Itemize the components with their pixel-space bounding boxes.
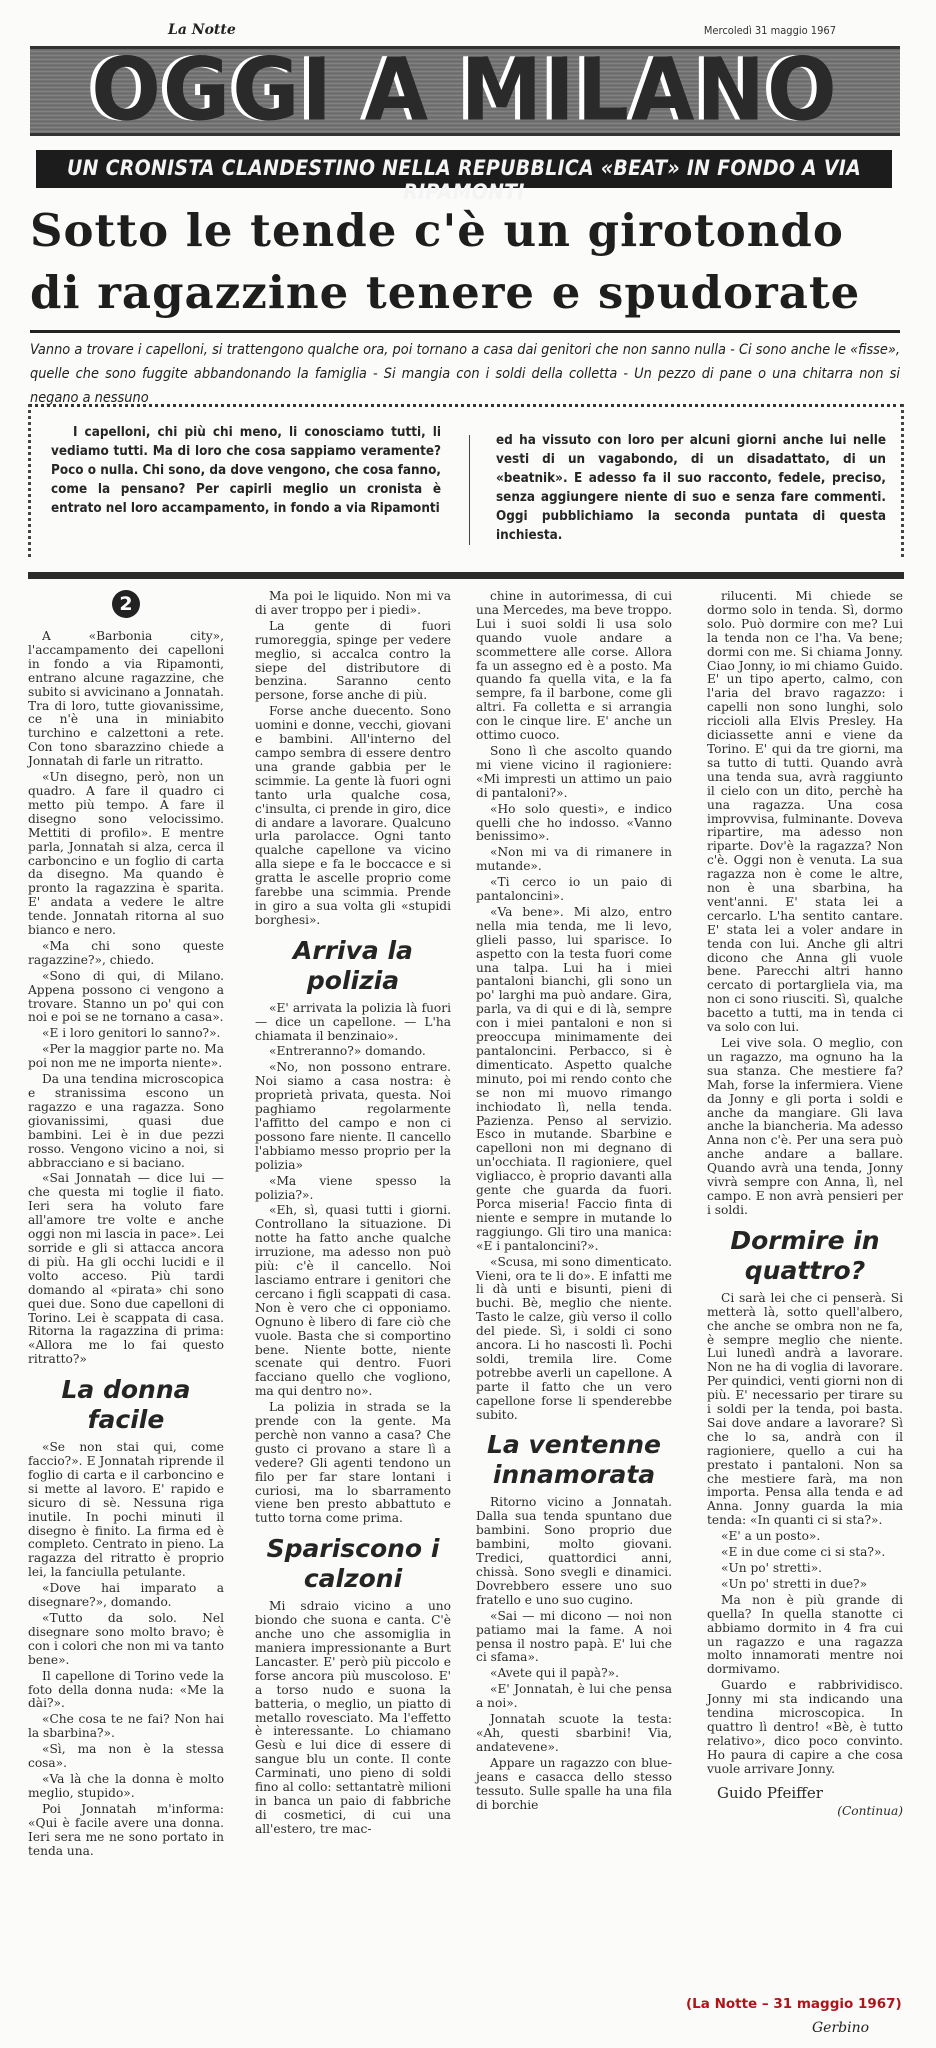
paragraph: «Un po' stretti».	[721, 1561, 823, 1575]
article-column-4	[707, 590, 903, 1818]
deck-summary: Vanno a trovare i capelloni, si trattengono qualche ora, poi tornano a casa dai genitori che non sanno nulla - Ci sono anche le «fisse», quelle che sono fuggite abbandonando la famiglia - Si mangia con i soldi della colletta - Un pezzo di pane o una chitarra non si negano a nessuno	[30, 342, 900, 406]
paragraph: «Per la maggior parte no. Ma poi non me ne importa niente».	[28, 1042, 224, 1071]
subhead-dormire-in-quattro: Dormire in quattro?	[730, 1225, 880, 1285]
paragraph: Mi sdraio vicino a uno biondo che suona e canta. C'è anche uno che assomiglia in maniera impressionante a Burt Lancaster. E' però più piccolo e forse ancora più muscoloso. E' a torso nudo e suona la batteria, o meglio, un piatto di metallo rovesciato. Ma l'effetto è interessante. Lo chiamano Gesù e lui dice di essere di sangue blu un conte. Il conte Carminati, uno pieno di soldi fino al collo: settantatrè milioni in banca un paio di fabbriche di cosmetici, di cui una all'estero, tre mac-	[255, 1599, 451, 1836]
paragraph: chine in autorimessa, di cui una Mercedes, ma beve troppo. Lui i suoi soldi li usa solo quando vuole andare a scommettere alle corse. Allora fa un assegno ed è a posto. Ma quando fa quella vita, e la fa sempre, fa il barbone, come gli altri. Fa colletta e si arrangia con le cinque lire. E' anche un ottimo cuoco.	[476, 589, 672, 743]
col4-body-a	[707, 590, 903, 1218]
author-signature: Guido Pfeiffer	[717, 1783, 823, 1802]
paragraph: «E' a un posto».	[721, 1529, 821, 1544]
paragraph: A «Barbonia city», l'accampamento dei capelloni in fondo a via Ripamonti, entrano alcune ragazzine, che subito si avvicinano a Jonnatah. Tra di loro, tutte giovanissime, ce n'è una in miniabito turchino e calzettoni a rete. Con tono sbarazzino chiede a Jonnatah di farle un ritratto.	[28, 629, 224, 769]
paragraph: «Va bene». Mi alzo, entro nella mia tenda, me li levo, glieli passo, lui sparisce. Io aspetto con la testa fuori come una talpa. Lui ha i miei pantaloni bianchi, gli sono un po' larghi ma può andare. Gira, parla, va di qui e di là, sempre con i miei pantaloni e non si preoccupa minimamente dei pantaloncini. Perbacco, si è dimenticato. Aspetto qualche minuto, poi mi rendo conto che se non mi muovo rimango inchiodato lì, nella tenda. Pazienza. Penso al servizio. Esco in mutande. Sbarbine e capelloni non mi degnano di un'occhiata. Il ragioniere, quel vigliacco, è proprio davanti alla gente che guarda da fuori. Porca miseria! Faccio finta di niente e sempre in mutande lo raggiungo. Gli tiro una manica: «E i pantaloncini?».	[476, 904, 672, 1253]
col1-body-a	[28, 630, 224, 1367]
paragraph: «Ma chi sono queste ragazzine?», chiedo.	[28, 938, 224, 967]
paragraph: «Che cosa te ne fai? Non hai la sbarbina?».	[28, 1712, 224, 1741]
col3-body-b	[476, 1496, 672, 1812]
paragraph: «Ho solo questi», e indico quelli che ho indosso. «Vanno benissimo».	[476, 801, 672, 844]
headline-rule	[30, 330, 900, 333]
installment-badge: 2	[112, 590, 140, 618]
paragraph: La polizia in strada se la prende con la gente. Ma perchè non vanno a casa? Che gusto ci provano a stare lì a vedere? Gli agenti tendono un filo per far stare lontani i curiosi, ma lo sbarramento viene ben presto abbattuto e tutto torna come prima.	[255, 1400, 451, 1526]
headline-line-2: di ragazzine tenere e spudorate	[30, 266, 861, 319]
paragraph: «Dove hai imparato a disegnare?», domando.	[28, 1581, 224, 1610]
paper-name: La Notte	[168, 22, 236, 38]
section-rule	[28, 572, 904, 579]
paragraph: «Eh, sì, quasi tutti i giorni. Controllano la situazione. Di notte ha fatto anche qualche irruzione, ma adesso non può più: c'è il cancello. Noi lasciamo entrare i genitori che cercano i figli scappati di casa. Non è vero che ci opponiamo. Ognuno è libero di fare ciò che vuole. Basta che si comportino bene. Niente botte, niente scenate qui dentro. Fuori facciano quello che vogliono, ma qui dentro no».	[255, 1203, 451, 1399]
paragraph: «Va là che la donna è molto meglio, stupido».	[28, 1771, 224, 1800]
intro-right: ed ha vissuto con loro per alcuni giorni anche lui nelle vesti di un vagabondo, di un disadattato, di un «beatnik». E adesso fa il suo racconto, fedele, preciso, senza aggiungere niente di suo e senza fare commenti. Oggi pubblichiamo la seconda puntata di questa inchiesta.	[496, 433, 886, 543]
col2-body-b	[255, 1002, 451, 1527]
paragraph: Il capellone di Torino vede la foto della donna nuda: «Me la dài?».	[28, 1668, 224, 1711]
kicker-bar	[36, 150, 892, 204]
paragraph: Guardo e rabbrividisco. Jonny mi sta indicando una tendina microscopica. In quattro lì dentro! «Bè, è tutto relativo», dico poco convinto. Ho paura di capire a che cosa vuole arrivare Jonny.	[707, 1678, 903, 1776]
continued-note: (Continua)	[837, 1803, 903, 1818]
paragraph: Ma non è più grande di quella? In quella stanotte ci abbiamo dormito in 4 fra cui un ragazzo e una ragazza molto innamorati mentre noi dormivamo.	[707, 1592, 903, 1677]
headline-line-1: Sotto le tende c'è un girotondo	[30, 204, 844, 257]
paragraph: Poi Jonnatah m'informa: «Qui è facile avere una donna. Ieri sera me ne sono portato in tenda una.	[28, 1801, 224, 1858]
intro-left: I capelloni, chi più chi meno, li conosciamo tutti, li vediamo tutti. Ma di loro che cosa sappiamo veramente? Poco o nulla. Chi sono, da dove vengono, che cosa fanno, come la pensano? Per capirli meglio un cronista è entrato nel loro accampamento, in fondo a via Ripamonti	[51, 425, 441, 516]
paper-date: Mercoledì 31 maggio 1967	[703, 24, 836, 37]
col2-body-a	[255, 590, 451, 928]
section-banner	[30, 46, 900, 136]
paragraph: Jonnatah scuote la testa: «Ah, questi sbarbini! Via, andatevene».	[476, 1712, 672, 1754]
paragraph: «Sono di qui, di Milano. Appena possono ci vengono a trovare. Stanno un po' qui con noi e poi se ne tornano a casa».	[28, 968, 224, 1025]
paragraph: «Un disegno, però, non un quadro. A fare il quadro ci metto più tempo. A fare il disegno sono velocissimo. Mettiti di profilo». E mentre parla, Jonnatah si alza, cerca il carboncino e un foglio di carta da disegno. Ma quando è pronto la ragazzina è sparita. E' andata a vedere le altre tende. Jonnatah ritorna al suo bianco e nero.	[28, 770, 224, 938]
col4-body-b	[707, 1292, 903, 1777]
article-column-2	[255, 590, 451, 1839]
intro-divider	[469, 435, 470, 545]
paragraph: Ma poi le liquido. Non mi va di aver troppo per i piedi».	[255, 589, 451, 617]
paragraph: Ci sarà lei che ci penserà. Si metterà là, sotto quell'albero, che anche se ombra non ne fa, è sempre meglio che niente. Lui lunedì andrà a lavorare. Non ne ha di voglia di lavorare. Per quindici, venti giorni non di più. E' necessario per tirare su i soldi per la tenda, poi basta. Sai dove andare a lavorare? Sì che lo sa, andrà con il ragioniere, quello a cui ha prestato i pantaloni. Non sa che mestiere farà, ma non importa. Pensa alla tenda e ad Anna. Jonny guarda la mia tenda: «In quanti ci si sta?».	[707, 1290, 903, 1528]
paragraph: «E' Jonnatah, è lui che pensa a noi».	[476, 1682, 672, 1711]
col1-body-b	[28, 1441, 224, 1858]
paragraph: «Un po' stretti in due?»	[721, 1576, 868, 1591]
article-column-1	[28, 590, 224, 1860]
paragraph: «Entreranno?» domando.	[269, 1044, 426, 1059]
paragraph: «No, non possono entrare. Noi siamo a casa nostra: è proprietà privata, questa. Noi paghiamo regolarmente l'affitto del campo e non ci possono fare niente. Il cancello l'abbiamo messo proprio per la polizia»	[255, 1060, 451, 1172]
paragraph: «Sì, ma non è la stessa cosa».	[28, 1742, 224, 1771]
intro-box	[28, 404, 904, 557]
paragraph: «E' arrivata la polizia là fuori — dice un capellone. — L'ha chiamata il benzinaio».	[255, 1000, 451, 1043]
col2-body-c	[255, 1600, 451, 1836]
paragraph: «Avete qui il papà?».	[490, 1666, 619, 1681]
kicker-text: UN CRONISTA CLANDESTINO NELLA REPUBBLICA «BEAT» IN FONDO A VIA RIPAMONTI	[66, 156, 862, 204]
paragraph: «Non mi va di rimanere in mutande».	[476, 845, 672, 874]
paragraph: «Se non stai qui, come faccio?». E Jonnatah riprende il foglio di carta e il carboncino e si mette al lavoro. E' rapido e sicuro di sè. Nessuna riga inutile. In pochi minuti il disegno è finito. La firma ed è completo. Centrato in pieno. La ragazza del ritratto è proprio lei, la fanciulla petulante.	[28, 1440, 224, 1580]
col3-body-a	[476, 590, 672, 1422]
section-title: OGGI A MILANO	[91, 46, 839, 136]
paragraph: Sono lì che ascolto quando mi viene vicino il ragioniere: «Mi impresti un attimo un paio di pantaloni?».	[476, 743, 672, 800]
source-caption: (La Notte – 31 maggio 1967)	[686, 1996, 902, 2012]
paragraph: «Sai — mi dicono — noi non patiamo mai la fame. A noi pensa il nostro papà. E' lui che ci sfama».	[476, 1608, 672, 1665]
paragraph: «E in due come ci si sta?».	[721, 1545, 886, 1560]
paragraph: Appare un ragazzo con blue-jeans e casacca dello stesso tessuto. Sulle spalle ha una fila di borchie	[476, 1755, 672, 1812]
masthead-top	[168, 22, 836, 40]
article-column-3	[476, 590, 672, 1814]
paragraph: «Sai Jonnatah — dice lui — che questa mi toglie il fiato. Ieri sera ha voluto fare all'amore tre volte e anche oggi non mi lascia in pace». Lei sorride e gli si attacca ancora di più. Ha gli occhi lucidi e il volto acceso. Più tardi domando al «pirata» chi sono quei due. Sono due capelloni di Torino. Lei è scappata di casa. Ritorna la ragazzina di prima: «Allora me lo fai questo ritratto?»	[28, 1171, 224, 1367]
paragraph: «Scusa, mi sono dimenticato. Vieni, ora te li do». E infatti me li dà unti e bisunti, pieni di buchi. Bè, meglio che niente. Tasto le calze, giù verso il collo del piede. Sì, i soldi ci sono ancora. Li ho nascosti lì. Pochi soldi, tremila lire. Come potrebbe averli un capellone. A parte il fatto che un vero capellone forse li spenderebbe subito.	[476, 1254, 672, 1422]
headline	[30, 200, 906, 324]
paragraph: «E i loro genitori lo sanno?».	[42, 1026, 221, 1041]
paragraph: «Ma viene spesso la polizia?».	[255, 1173, 451, 1202]
paragraph: rilucenti. Mi chiede se dormo solo in tenda. Sì, dormo solo. Può dormire con me? Lui la tenda non ce l'ha. Va bene; dormi con me. Si chiama Jonny. Ciao Jonny, io mi chiamo Guido. E' un tipo aperto, calmo, con l'aria del bravo ragazzo: i capelli non sono lunghi, solo riccioli alla Elvis Presley. Ha diciassette anni e viene da Torino. E' qui da tre giorni, ma sa tutto di tutti. Quando avrà una tenda sua, avrà raggiunto il cielo con un dito, perchè ha una ragazza. Una cosa improvvisa, fulminante. Doveva ripartire, ma adesso non riparte. Dov'è la ragazza? Non c'è. Oggi non è venuta. La sua ragazza non è come le altre, non è una sbarbina, ha vent'anni. E' stata lei a cercarlo. L'ha sentito cantare. E' stata lei a voler andare in tenda con lui. Anche gli altri dicono che Anna gli vuole bene. Parecchi altri hanno cercato di portargliela via, ma non ci sono riusciti. Sì, qualche bacetto a tutti, ma in tenda ci va solo con lui.	[707, 589, 903, 1035]
subhead-spariscono-i-calzoni: Spariscono i calzoni	[266, 1534, 440, 1594]
paragraph: Lei vive sola. O meglio, con un ragazzo, ma ognuno ha la sua stanza. Che mestiere fa? Mah, forse la infermiera. Viene da Jonny e gli porta i soldi e anche da mangiare. Gli lava anche la biancheria. Ma adesso Anna non c'è. Per una sera può anche andare a ballare. Quando avrà una tenda, Jonny vivrà sempre con Anna, lì, nel campo. E non avrà pensieri per i soldi.	[707, 1036, 903, 1217]
paragraph: «Tutto da solo. Nel disegnare sono molto bravo; è con i colori che non mi va tanto bene».	[28, 1611, 224, 1667]
paragraph: La gente di fuori rumoreggia, spinge per vedere meglio, si accalca contro la siepe del distributore di benzina. Saranno cento persone, forse anche di più.	[255, 618, 451, 703]
subhead-la-ventenne-innamorata: La ventenne innamorata	[486, 1430, 661, 1490]
paragraph: «Ti cerco io un paio di pantaloncini».	[476, 875, 672, 904]
subhead-la-donna-facile: La donna facile	[61, 1375, 191, 1435]
subhead-arriva-la-polizia: Arriva la polizia	[293, 935, 413, 995]
paragraph: Forse anche duecento. Sono uomini e donne, vecchi, giovani e bambini. All'interno del campo sembra di essere dentro una grande gabbia per le scimmie. La gente là fuori ogni tanto urla qualche cosa, c'insulta, ci prende in giro, dice di andare a lavorare. Qualcuno urla parolacce. Ogni tanto qualche capellone va vicino alla siepe e fa le boccacce e si gratta le ascelle proprio come farebbe una scimmia. Prende in giro a sua volta gli «stupidi borghesi».	[255, 704, 451, 927]
handwritten-signature: Gerbino	[812, 2020, 870, 2036]
paragraph: Ritorno vicino a Jonnatah. Dalla sua tenda spuntano due bambini. Sono proprio due bambini, molto giovani. Tredici, quattordici anni, chissà. Sono svegli e dinamici. Dovrebbero essere uno suo fratello e uno suo cugino.	[476, 1495, 672, 1607]
paragraph: Da una tendina microscopica e stranissima escono un ragazzo e una ragazza. Sono giovanissimi, quasi due bambini. Lei è in due pezzi rosso. Vengono vicino a noi, si abbracciano e si baciano.	[28, 1072, 224, 1170]
